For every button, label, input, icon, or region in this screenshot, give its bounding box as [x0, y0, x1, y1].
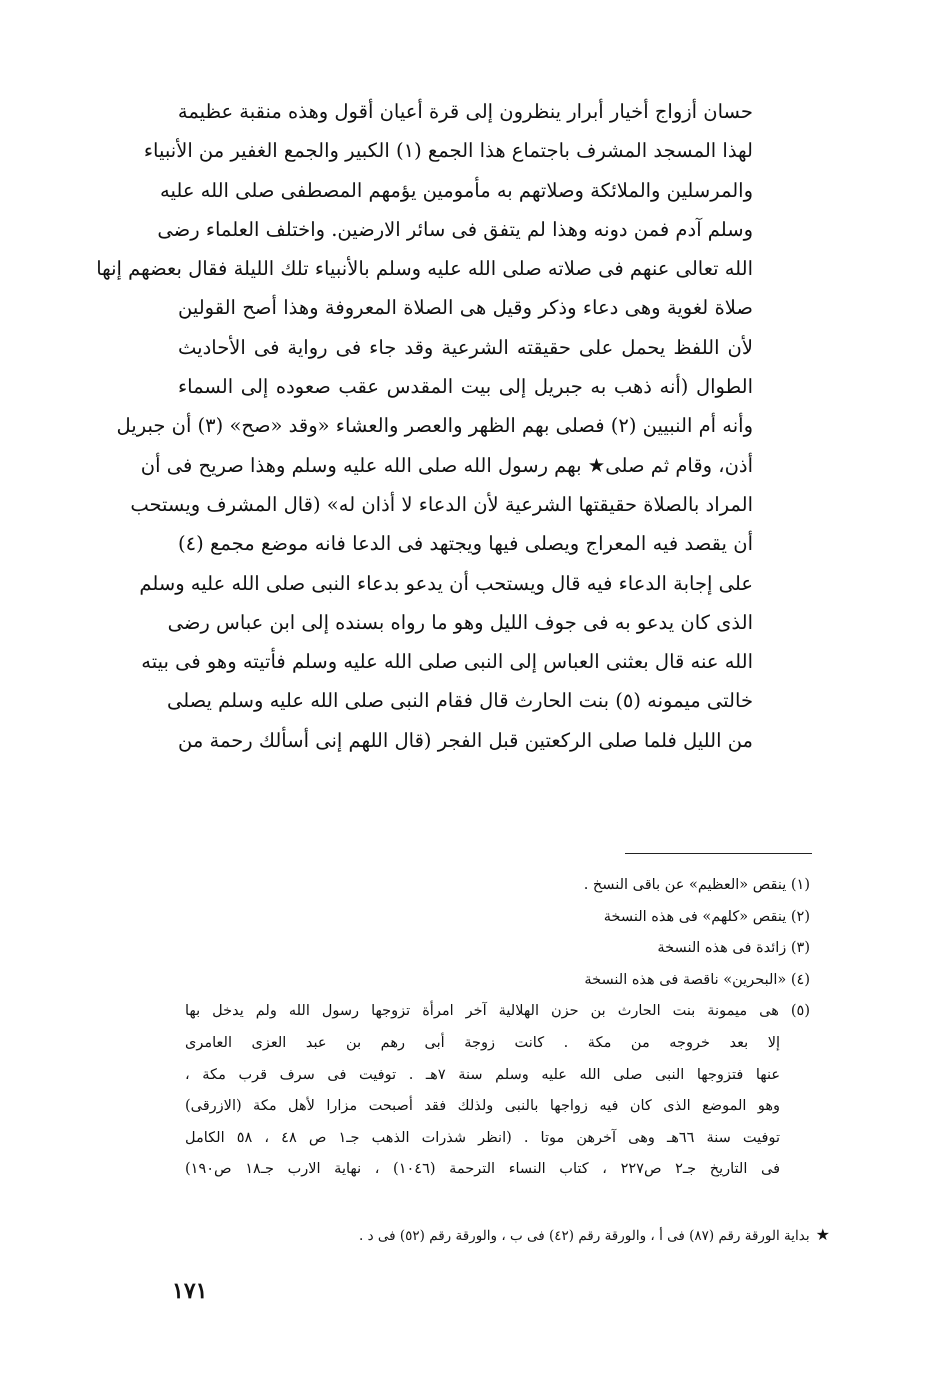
page-number: ١٧١	[172, 1278, 208, 1304]
main-text-block	[96, 92, 753, 760]
body-line: الله تعالى عنهم فى صلاته صلى الله عليه وسلم بالأنبياء تلك الليلة فقال بعضهم إنها	[96, 257, 753, 281]
body-line: الله عنه قال بعثنى العباس إلى النبى صلى الله عليه وسلم فأتيته وهو فى بيته	[141, 650, 753, 674]
footnotes-block	[185, 870, 810, 1186]
body-line: خالتى ميمونه (٥) بنت الحارث قال فقام النبى صلى الله عليه وسلم يصلى	[166, 689, 753, 713]
body-line: وسلم آدم فمن دونه وهذا لم يتفق فى سائر الارضين. واختلف العلماء رضى	[157, 217, 753, 241]
footnote-line: (٥) هى ميمونة بنت الحارث بن حزن الهلالية آخر امرأة تزوجها رسول الله ولم يدخل بها	[185, 1003, 810, 1020]
footnote-line: (١) ينقص «العظيم» عن باقى النسخ .	[583, 877, 810, 893]
footnote-separator	[625, 853, 812, 854]
footnote-line: (٢) ينقص «كلهم» فى هذه النسخة	[603, 908, 810, 925]
footnote-continuation-line: عنها فتزوجها النبى صلى الله عليه وسلم سنة ٧هـ . توفيت فى سرف قرب مكة ،	[185, 1066, 780, 1083]
body-line: المراد بالصلاة حقيقتها الشرعية لأن الدعاء لا أذان له» (قال المشرف ويستحب	[130, 492, 753, 516]
body-line: الطوال (أنه ذهب به جبريل إلى بيت المقدس عقب صعوده إلى السماء	[178, 375, 753, 399]
star-note	[190, 1223, 830, 1247]
footnote-line: (٤) «البحرين» ناقصة فى هذه النسخة	[584, 971, 810, 988]
footnote-continuation-line: إلا بعد خروجه من مكة . كانت زوجة أبى رهم بن عبد العزى العامرى	[185, 1034, 780, 1051]
body-line: لهذا المسجد المشرف باجتماع هذا الجمع (١) الكبير والجمع الغفير من الأنبياء	[143, 139, 753, 163]
footnote-continuation-line: توفيت سنة ٦٦هـ وهى آخرهن موتا . (انظر شذرات الذهب جـ١ ص ٤٨ ، ٥٨ الكامل	[185, 1129, 780, 1146]
body-line: من الليل فلما صلى الركعتين قبل الفجر (قال اللهم إنى أسألك رحمة من	[178, 728, 753, 752]
body-line: حسان أزواج أخيار أبرار ينظرون إلى قرة أعيان أقول وهذه منقبة عظيمة	[177, 100, 753, 123]
body-line: لأن اللفظ يحمل على حقيقته الشرعية وقد جاء فى رواية فى الأحاديث	[178, 335, 753, 359]
body-line: أن يقصد فيه المعراج ويصلى فيها ويجتهد فى الدعا فانه موضع مجمع (٤)	[178, 532, 753, 556]
body-line: وأنه أم النبيين (٢) فصلى بهم الظهر والعصر والعشاء «وقد «صح» (٣) أن جبريل	[116, 414, 753, 438]
star-note-text: بداية الورقة رقم (٨٧) فى أ ، والورقة رقم (٤٢) فى ب ، والورقة رقم (٥٢) فى د .	[359, 1228, 810, 1244]
body-line: أذن، وقام ثم صلى★ بهم رسول الله صلى الله عليه وسلم وهذا صريح فى أن	[140, 453, 753, 477]
star-icon: ★	[815, 1225, 830, 1244]
body-line: الذى كان يدعو به فى جوف الليل وهو ما رواه بسنده إلى ابن عباس رضى	[167, 610, 753, 634]
body-line: صلاة لغوية وهى دعاء وذكر وقيل هى الصلاة المعروفة وهذا أصح القولين	[178, 296, 753, 320]
footnote-line: (٣) زائدة فى هذه النسخة	[657, 940, 810, 957]
body-line: على إجابة الدعاء فيه قال ويستحب أن يدعو بدعاء النبى صلى الله عليه وسلم	[139, 571, 753, 595]
footnote-continuation-line: وهو الموضع الذى كان فيه زواجها بالنبى ولذلك فقد أصبحت مزارا لأهل مكة (الازرقى)	[185, 1098, 780, 1115]
footnote-continuation-line: فى التاريخ جـ٢ ص٢٢٧ ، كتاب النساء الترحمة (١٠٤٦) ، نهاية الارب جـ١٨ ص١٩٠)	[185, 1161, 781, 1178]
body-line: والمرسلين والملائكة وصلاتهم به مأمومين يؤمهم المصطفى صلى الله عليه	[160, 178, 753, 202]
